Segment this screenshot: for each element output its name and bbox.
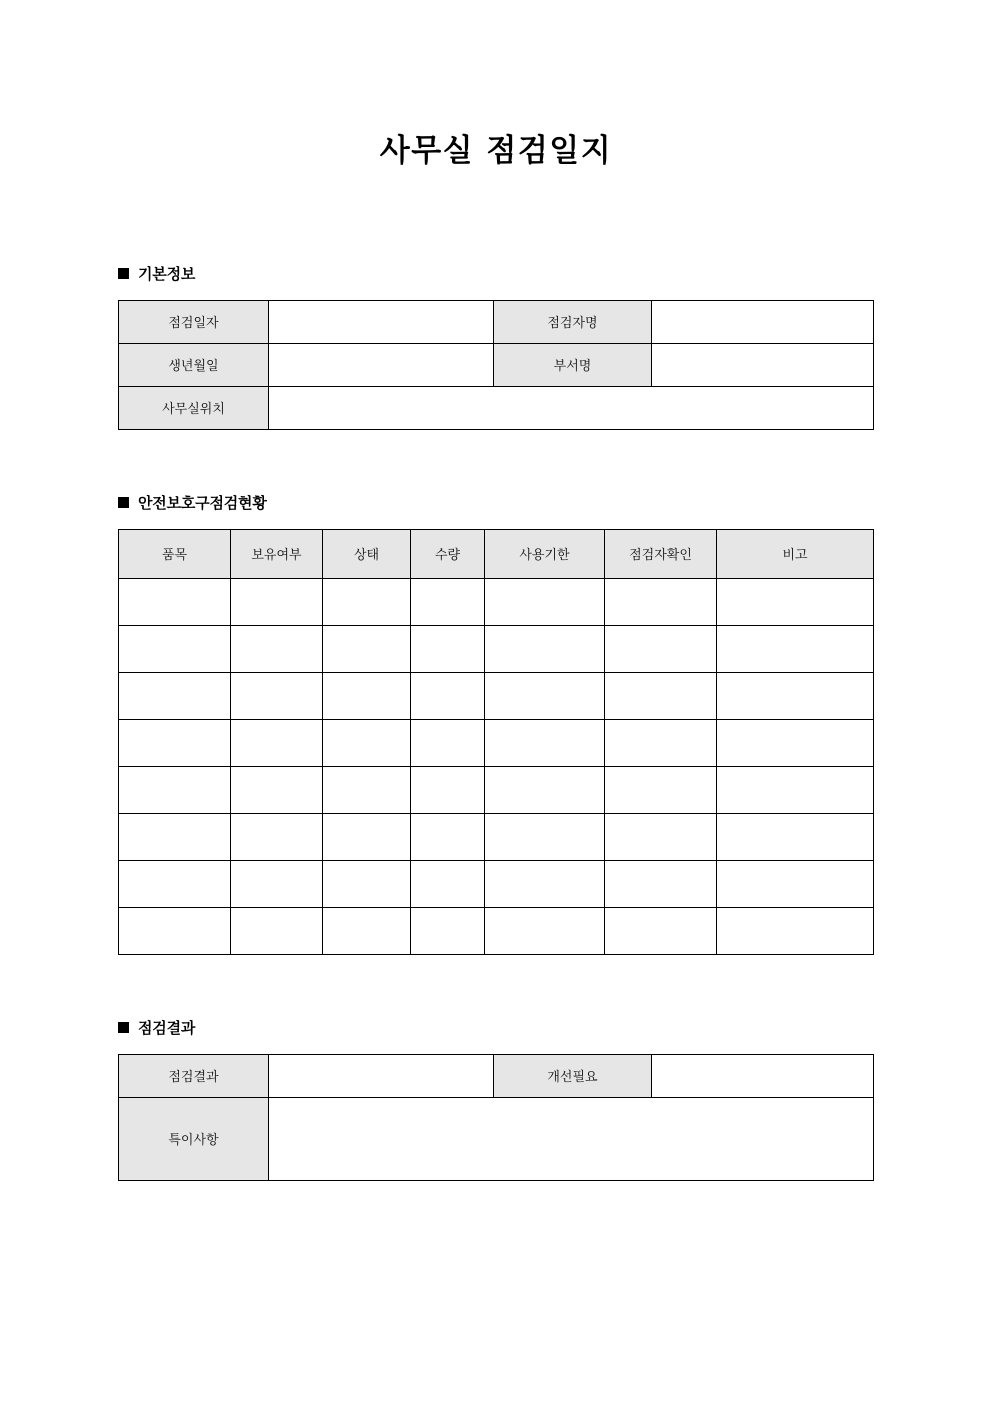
section-heading-label: 안전보호구점검현황 — [138, 493, 267, 512]
section-heading-equipment-status — [118, 492, 874, 513]
cell-inspector-check[interactable] — [605, 578, 717, 625]
cell-quantity[interactable] — [411, 907, 485, 954]
table-row — [119, 766, 874, 813]
label-inspection-date: 점검일자 — [119, 300, 269, 343]
table-row — [119, 672, 874, 719]
column-header-inspector-check: 점검자확인 — [605, 529, 717, 578]
cell-possession[interactable] — [231, 578, 323, 625]
cell-possession[interactable] — [231, 766, 323, 813]
label-special-notes: 특이사항 — [119, 1097, 269, 1180]
column-header-item: 품목 — [119, 529, 231, 578]
cell-item[interactable] — [119, 672, 231, 719]
cell-item[interactable] — [119, 625, 231, 672]
cell-expiry-date[interactable] — [485, 719, 605, 766]
field-birth-date[interactable] — [269, 343, 494, 386]
cell-quantity[interactable] — [411, 672, 485, 719]
cell-inspector-check[interactable] — [605, 813, 717, 860]
cell-item[interactable] — [119, 719, 231, 766]
table-row — [119, 300, 874, 343]
column-header-condition: 상태 — [323, 529, 411, 578]
cell-possession[interactable] — [231, 719, 323, 766]
cell-item[interactable] — [119, 860, 231, 907]
cell-expiry-date[interactable] — [485, 860, 605, 907]
table-header-row — [119, 529, 874, 578]
cell-expiry-date[interactable] — [485, 907, 605, 954]
cell-expiry-date[interactable] — [485, 625, 605, 672]
cell-inspector-check[interactable] — [605, 625, 717, 672]
cell-quantity[interactable] — [411, 625, 485, 672]
bullet-square-icon — [118, 497, 129, 508]
cell-inspector-check[interactable] — [605, 907, 717, 954]
column-header-remarks: 비고 — [717, 529, 874, 578]
section-heading-basic-info — [118, 263, 874, 284]
field-inspector-name[interactable] — [652, 300, 874, 343]
cell-inspector-check[interactable] — [605, 766, 717, 813]
cell-condition[interactable] — [323, 907, 411, 954]
cell-remarks[interactable] — [717, 719, 874, 766]
table-row — [119, 907, 874, 954]
cell-condition[interactable] — [323, 766, 411, 813]
cell-condition[interactable] — [323, 813, 411, 860]
cell-condition[interactable] — [323, 672, 411, 719]
cell-inspector-check[interactable] — [605, 719, 717, 766]
table-row — [119, 860, 874, 907]
label-improvement-needed: 개선필요 — [494, 1054, 652, 1097]
cell-condition[interactable] — [323, 578, 411, 625]
table-row — [119, 1097, 874, 1180]
column-header-expiry-date: 사용기한 — [485, 529, 605, 578]
label-birth-date: 생년월일 — [119, 343, 269, 386]
field-department-name[interactable] — [652, 343, 874, 386]
field-inspection-date[interactable] — [269, 300, 494, 343]
cell-expiry-date[interactable] — [485, 813, 605, 860]
cell-quantity[interactable] — [411, 578, 485, 625]
cell-inspector-check[interactable] — [605, 672, 717, 719]
cell-item[interactable] — [119, 766, 231, 813]
cell-possession[interactable] — [231, 625, 323, 672]
label-office-location: 사무실위치 — [119, 386, 269, 429]
table-row — [119, 578, 874, 625]
cell-quantity[interactable] — [411, 719, 485, 766]
section-heading-inspection-result — [118, 1017, 874, 1038]
equipment-inspection-table — [118, 529, 874, 955]
cell-quantity[interactable] — [411, 766, 485, 813]
cell-possession[interactable] — [231, 860, 323, 907]
basic-info-table — [118, 300, 874, 430]
field-special-notes[interactable] — [269, 1097, 874, 1180]
bullet-square-icon — [118, 268, 129, 279]
cell-condition[interactable] — [323, 625, 411, 672]
cell-possession[interactable] — [231, 907, 323, 954]
cell-remarks[interactable] — [717, 860, 874, 907]
cell-expiry-date[interactable] — [485, 578, 605, 625]
label-department-name: 부서명 — [494, 343, 652, 386]
table-row — [119, 813, 874, 860]
cell-item[interactable] — [119, 578, 231, 625]
inspection-result-table — [118, 1054, 874, 1181]
cell-remarks[interactable] — [717, 625, 874, 672]
cell-condition[interactable] — [323, 719, 411, 766]
cell-item[interactable] — [119, 813, 231, 860]
cell-inspector-check[interactable] — [605, 860, 717, 907]
label-inspector-name: 점검자명 — [494, 300, 652, 343]
label-inspection-result: 점검결과 — [119, 1054, 269, 1097]
field-improvement-needed[interactable] — [652, 1054, 874, 1097]
cell-remarks[interactable] — [717, 672, 874, 719]
cell-possession[interactable] — [231, 672, 323, 719]
section-heading-label: 점검결과 — [138, 1018, 196, 1037]
column-header-quantity: 수량 — [411, 529, 485, 578]
cell-condition[interactable] — [323, 860, 411, 907]
page-title: 사무실 점검일지 — [379, 133, 613, 169]
cell-remarks[interactable] — [717, 766, 874, 813]
table-row — [119, 625, 874, 672]
bullet-square-icon — [118, 1022, 129, 1033]
field-inspection-result[interactable] — [269, 1054, 494, 1097]
section-heading-label: 기본정보 — [138, 264, 196, 283]
cell-quantity[interactable] — [411, 813, 485, 860]
column-header-possession: 보유여부 — [231, 529, 323, 578]
table-row — [119, 343, 874, 386]
table-row — [119, 719, 874, 766]
cell-remarks[interactable] — [717, 907, 874, 954]
cell-expiry-date[interactable] — [485, 672, 605, 719]
field-office-location[interactable] — [269, 386, 874, 429]
table-row — [119, 386, 874, 429]
cell-item[interactable] — [119, 907, 231, 954]
cell-remarks[interactable] — [717, 813, 874, 860]
cell-quantity[interactable] — [411, 860, 485, 907]
cell-remarks[interactable] — [717, 578, 874, 625]
cell-expiry-date[interactable] — [485, 766, 605, 813]
cell-possession[interactable] — [231, 813, 323, 860]
table-row — [119, 1054, 874, 1097]
